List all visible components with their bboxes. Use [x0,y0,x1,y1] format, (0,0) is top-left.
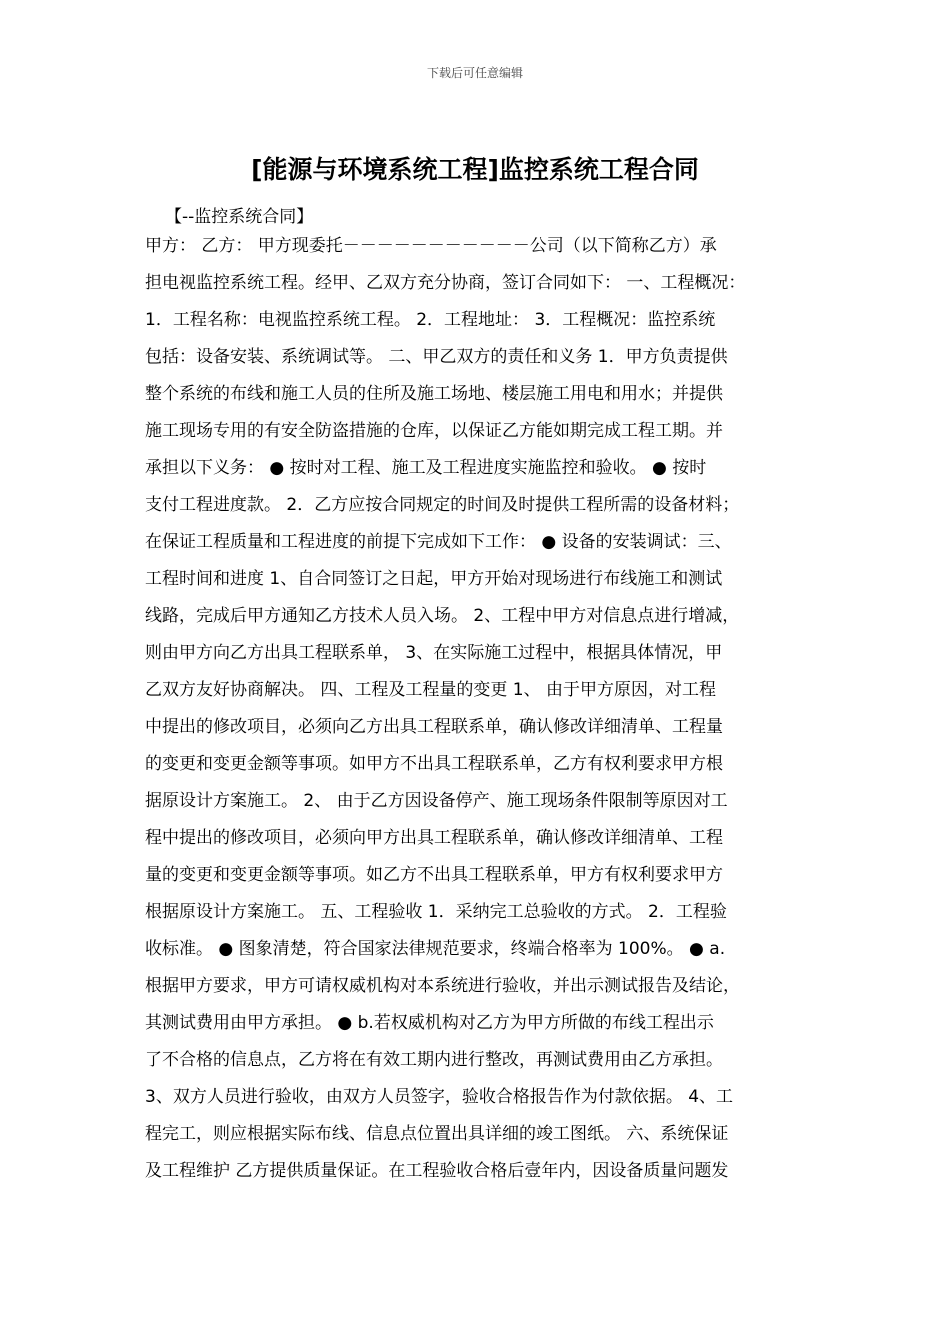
body-line: 承担以下义务： ● 按时对工程、施工及工程进度实施监控和验收。 ● 按时 [145,458,707,478]
body-line: 其测试费用由甲方承担。 ● b.若权威机构对乙方为甲方所做的布线工程出示 [145,1013,714,1033]
body-line: 在保证工程质量和工程进度的前提下完成如下工作： ● 设备的安装调试：三、 [145,532,732,552]
body-line: 收标准。 ● 图象清楚，符合国家法律规范要求，终端合格率为 100%。 ● a. [145,939,726,959]
header-note: 下载后可任意编辑 [426,66,523,80]
body-line: 则由甲方向乙方出具工程联系单， 3、在实际施工过程中，根据具体情况，甲 [145,643,723,663]
body-line: 施工现场专用的有安全防盗措施的仓库，以保证乙方能如期完成工程工期。并 [145,421,723,441]
body-line: 量的变更和变更金额等事项。如乙方不出具工程联系单，甲方有权利要求甲方 [145,865,723,885]
body-line: 根据甲方要求，甲方可请权威机构对本系统进行验收，并出示测试报告及结论， [145,976,740,996]
body-line: 线路，完成后甲方通知乙方技术人员入场。 2、工程中甲方对信息点进行增减， [145,606,740,626]
body-line: 担电视监控系统工程。经甲、乙双方充分协商，签订合同如下： 一、工程概况： [145,273,746,293]
body-line: 乙双方友好协商解决。 四、工程及工程量的变更 1、 由于甲方原因，对工程 [145,680,717,700]
body-line: 了不合格的信息点，乙方将在有效工期内进行整改，再测试费用由乙方承担。 [145,1050,723,1070]
body-line: 程中提出的修改项目，必须向甲方出具工程联系单，确认修改详细清单、工程 [145,828,723,848]
body-line: 3、双方人员进行验收，由双方人员签字，验收合格报告作为付款依据。 4、工 [145,1087,734,1107]
body-line: 工程时间和进度 1、自合同签订之日起，甲方开始对现场进行布线施工和测试 [145,569,723,589]
contract-body [145,228,805,1190]
body-line: 1．工程名称：电视监控系统工程。 2．工程地址： 3．工程概况：监控系统 [145,310,716,330]
document-title: [能源与环境系统工程]监控系统工程合同 [251,155,699,184]
body-line: 整个系统的布线和施工人员的住所及施工场地、楼层施工用电和用水；并提供 [145,384,723,404]
body-line: 程完工，则应根据实际布线、信息点位置出具详细的竣工图纸。 六、系统保证 [145,1124,729,1144]
body-line: 包括：设备安装、系统调试等。 二、甲乙双方的责任和义务 1．甲方负责提供 [145,347,728,367]
body-line: 中提出的修改项目，必须向乙方出具工程联系单，确认修改详细清单、工程量 [145,717,723,737]
body-line: 的变更和变更金额等事项。如甲方不出具工程联系单，乙方有权利要求甲方根 [145,754,723,774]
body-line: 支付工程进度款。 2．乙方应按合同规定的时间及时提供工程所需的设备材料； [145,495,740,515]
body-line: 据原设计方案施工。 2、 由于乙方因设备停产、施工现场条件限制等原因对工 [145,791,728,811]
body-line: 及工程维护 乙方提供质量保证。在工程验收合格后壹年内，因设备质量问题发 [145,1161,729,1181]
body-line: 根据原设计方案施工。 五、工程验收 1．采纳完工总验收的方式。 2．工程验 [145,902,727,922]
document-subtitle: 【--监控系统合同】 [165,207,314,227]
body-line: 甲方： 乙方： 甲方现委托－－－－－－－－－－－公司（以下简称乙方）承 [145,236,717,256]
